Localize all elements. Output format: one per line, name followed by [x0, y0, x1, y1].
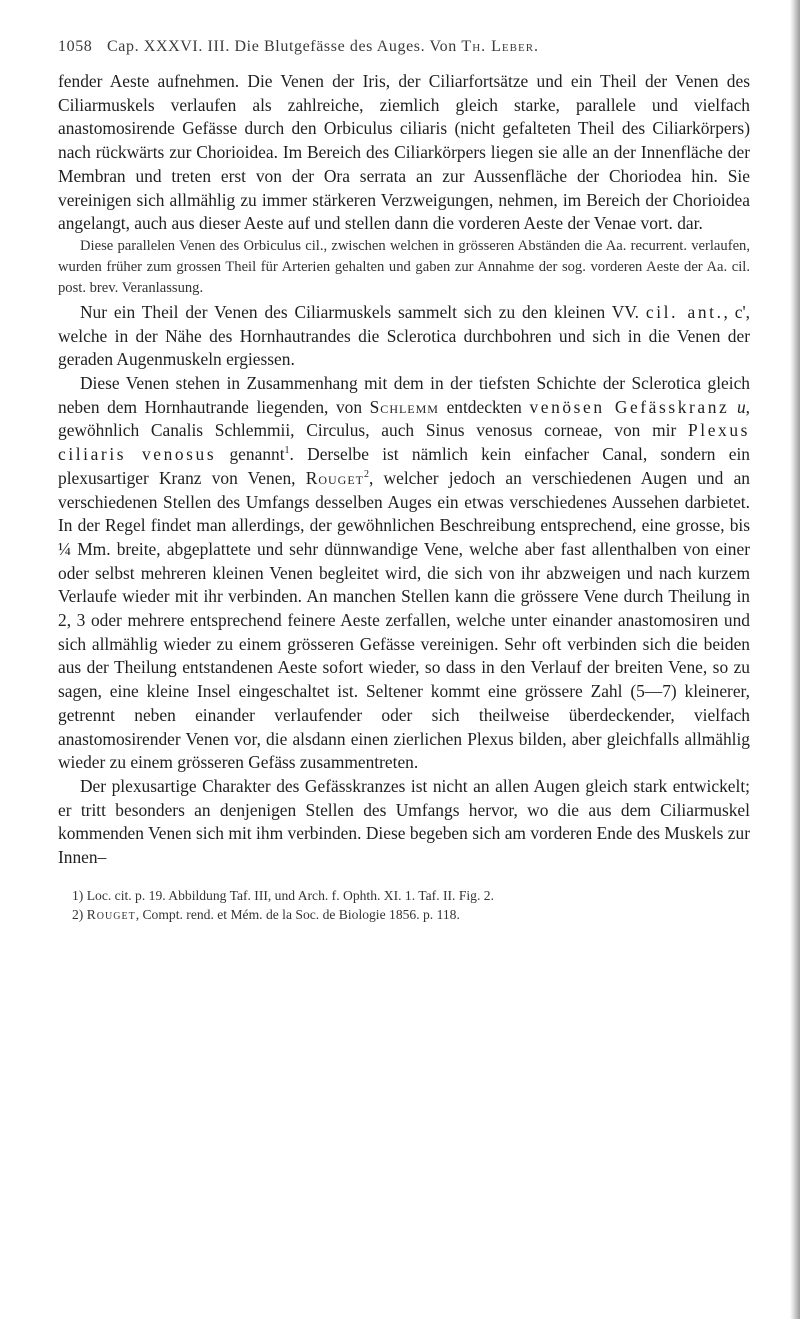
running-head-author: Th. Leber.: [461, 38, 540, 55]
footnote-ref-2[interactable]: 2: [363, 469, 369, 481]
paragraph-3: [58, 372, 750, 775]
page-number: 1058: [58, 38, 93, 55]
paragraph-2-text-a: Nur ein Theil der Venen des Ciliarmuskels sammelt sich zu den kleinen VV.: [80, 301, 640, 322]
paragraph-2-spaced: cil. ant.: [645, 301, 724, 322]
paragraph-3-text-a: Diese Venen stehen in Zusammenhang mit dem in der tiefsten Schichte der Sclerotica gleich neben dem Hornhautrande liegenden, von: [58, 373, 750, 417]
footnote-1-mark: 1): [72, 887, 84, 903]
label-u: u: [736, 396, 746, 417]
book-page: [58, 38, 750, 924]
paragraph-4: Der plexusartige Charakter des Gefässkranzes ist nicht an allen Augen gleich stark entwickelt; er tritt besonders an denjenigen Stellen des Umfangs hervor, wo die aus dem Ciliarmuskel kommenden Venen sich mit ihm verbinden. Diese begeben sich am vorderen Ende des Muskels zur Innen–: [58, 775, 750, 868]
term-gefaesskranz: venösen Gefässkranz: [529, 396, 730, 417]
paragraph-3-text-e: . Derselbe ist nämlich kein einfacher Canal, sondern ein plexusartiger Kranz von Venen,: [58, 444, 751, 488]
footnote-1: [72, 886, 750, 905]
running-header: [58, 38, 750, 64]
paragraph-1: fender Aeste aufnehmen. Die Venen der Iris, der Ciliarfortsätze und ein Theil der Venen des Ciliarmuskels verlaufen als zahlreiche, ziemlich gleich starke, parallele und vielfach anastomosirende Gefässe durch den Orbiculus ciliaris (nicht gefalteten Theil des Ciliarkörpers) nach rückwärts zur Chorioidea. Im Bereich des Ciliarkörpers liegen sie alle an der Innenfläche der Membran und treten erst von der Ora serrata an zur Aussenfläche der Choriodea hin. Sie vereinigen sich allmählig zu immer stärkeren Verzweigungen, nehmen, im Bereich der Chorioidea angelangt, auch aus dieser Aeste auf und stellen dann die vorderen Aeste der Venae vort. dar.: [58, 71, 750, 234]
body-text: [58, 70, 750, 870]
footnote-1-text: Loc. cit. p. 19. Abbildung Taf. III, und Arch. f. Ophth. XI. 1. Taf. II. Fig. 2.: [86, 887, 494, 903]
running-head-title: Cap. XXXVI. III. Die Blutgefässe des Auges. Von: [107, 38, 457, 55]
footnote-2-text: , Compt. rend. et Mém. de la Soc. de Biologie 1856. p. 118.: [135, 906, 460, 922]
small-paragraph: Diese parallelen Venen des Orbiculus cil., zwischen welchen in grösseren Abständen die Aa. recurrent. verlaufen, wurden früher zum grossen Theil für Arterien gehalten und gaben zur Annahme der sog. vorderen Aeste der Aa. cil. post. brev. Veranlassung.: [58, 237, 750, 296]
footnotes: [58, 886, 750, 924]
paragraph-3-text-b: entdeckten: [446, 396, 522, 417]
paragraph-3-text-f: , welcher jedoch an verschiedenen Augen und an verschiedenen Stellen des Umfangs desselben Auges ein etwas verschiedenes Aussehen darbietet. In der Regel findet man allerdings, der gewöhnlichen Beschreibung entsprechend, eine grosse, bis ¼ Mm. breite, abgeplattete und sehr dünnwandige Vene, welche aber fast allenthalben von einer oder selbst mehreren kleinen Venen begleitet wird, die sich von ihr abzweigen und nach kurzem Verlaufe wieder mit ihr verbinden. An manchen Stellen kann die grössere Vene durch Theilung in 2, 3 oder mehrere entsprechend feinere Aeste zerfallen, welche unter einander anastomosiren und sich allmählig wieder zu einem grösseren Gefässe vereinigen. Sehr oft verbinden sich die beiden aus der Theilung entstandenen Aeste sofort wieder, so dass in den Verlauf der breiten Vene, so zu sagen, eine kleine Insel eingeschaltet ist. Seltener kommt eine grössere Zahl (5—7) kleinerer, getrennt neben einander verlaufender oder sich theilweise überdeckender, vielfach anastomosirender Venen vor, die alsdann einen zierlichen Plexus bilden, aber gleichfalls allmählig wieder zu einem grösseren Gefäss zusammentreten.: [58, 467, 750, 773]
paragraph-3-text-d: genannt: [229, 444, 285, 465]
paragraph-2-text-b: , c', welche in der Nähe des Hornhautrandes die Sclerotica durchbohren und sich in die Venen der geraden Augenmuskeln ergiessen.: [58, 301, 750, 370]
footnote-2: [72, 905, 750, 924]
small-print-note: [58, 236, 750, 299]
footnote-2-author: Rouget: [86, 906, 136, 922]
author-name-schlemm: Schlemm: [369, 396, 439, 417]
term-plexus-ciliaris: Plexus ciliaris venosus: [58, 420, 750, 465]
paragraph-2: [58, 301, 750, 372]
footnote-2-mark: 2): [72, 906, 84, 922]
author-name-rouget: Rouget: [305, 467, 364, 488]
paragraph-3-text-c: , gewöhnlich Canalis Schlemmii, Circulus, auch Sinus venosus corneae, von mir: [58, 396, 751, 441]
page-binding-edge: [790, 0, 800, 1319]
footnote-ref-1[interactable]: 1: [284, 445, 290, 457]
